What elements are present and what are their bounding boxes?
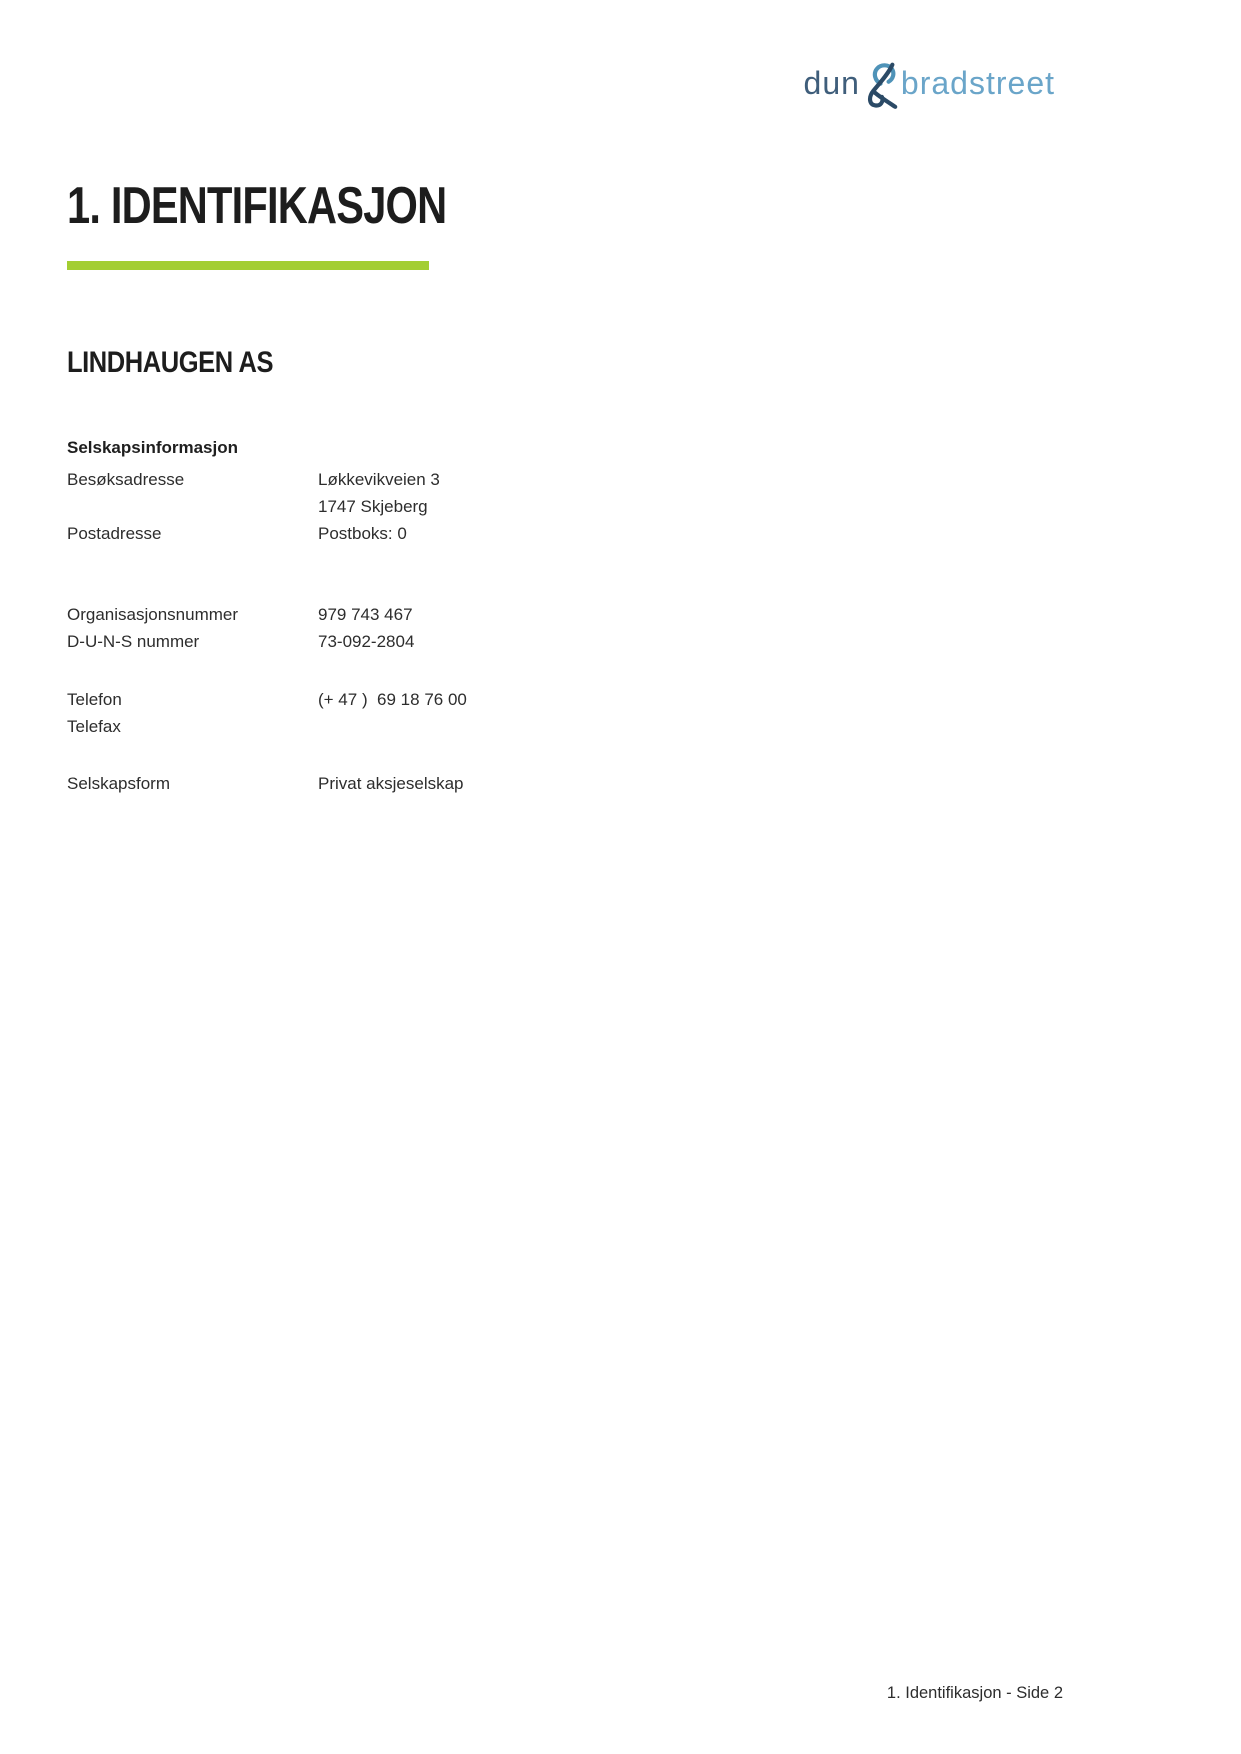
info-row-telefax <box>67 713 767 740</box>
info-value: 73-092-2804 <box>318 632 415 651</box>
company-info-section <box>67 438 767 797</box>
info-label: Telefon <box>67 690 122 709</box>
info-row-visiting-address-line2 <box>67 493 767 520</box>
info-label: Telefax <box>67 717 121 736</box>
info-section-title: Selskapsinformasjon <box>67 438 239 457</box>
info-value: 1747 Skjeberg <box>318 497 428 516</box>
info-value: (+ 47 ) 69 18 76 00 <box>318 690 467 709</box>
info-row-organization-number <box>67 601 767 628</box>
info-row-visiting-address <box>67 466 767 493</box>
info-label: Postadresse <box>67 524 162 543</box>
ampersand-icon <box>863 61 899 111</box>
company-name: LINDHAUGEN AS <box>67 346 274 379</box>
info-row-telephone <box>67 686 767 713</box>
info-row-postal-address <box>67 520 767 547</box>
info-row-company-form <box>67 770 767 797</box>
info-value: 979 743 467 <box>318 605 413 624</box>
info-row-duns-number <box>67 628 767 655</box>
info-label: D-U-N-S nummer <box>67 632 200 651</box>
page-footer: 1. Identifikasjon - Side 2 <box>886 1684 1063 1702</box>
heading-accent-bar <box>67 261 429 270</box>
logo-text-bradstreet: bradstreet <box>900 65 1055 101</box>
info-value: Privat aksjeselskap <box>318 774 464 793</box>
info-label: Besøksadresse <box>67 470 185 489</box>
info-label: Organisasjonsnummer <box>67 605 239 624</box>
section-heading: 1. IDENTIFIKASJON <box>67 177 447 235</box>
logo-text-dun: dun <box>803 65 860 101</box>
dun-bradstreet-logo <box>804 60 1055 110</box>
info-value: Postboks: 0 <box>318 524 407 543</box>
info-value: Løkkevikveien 3 <box>318 470 440 489</box>
info-label <box>67 493 318 520</box>
info-label: Selskapsform <box>67 774 170 793</box>
